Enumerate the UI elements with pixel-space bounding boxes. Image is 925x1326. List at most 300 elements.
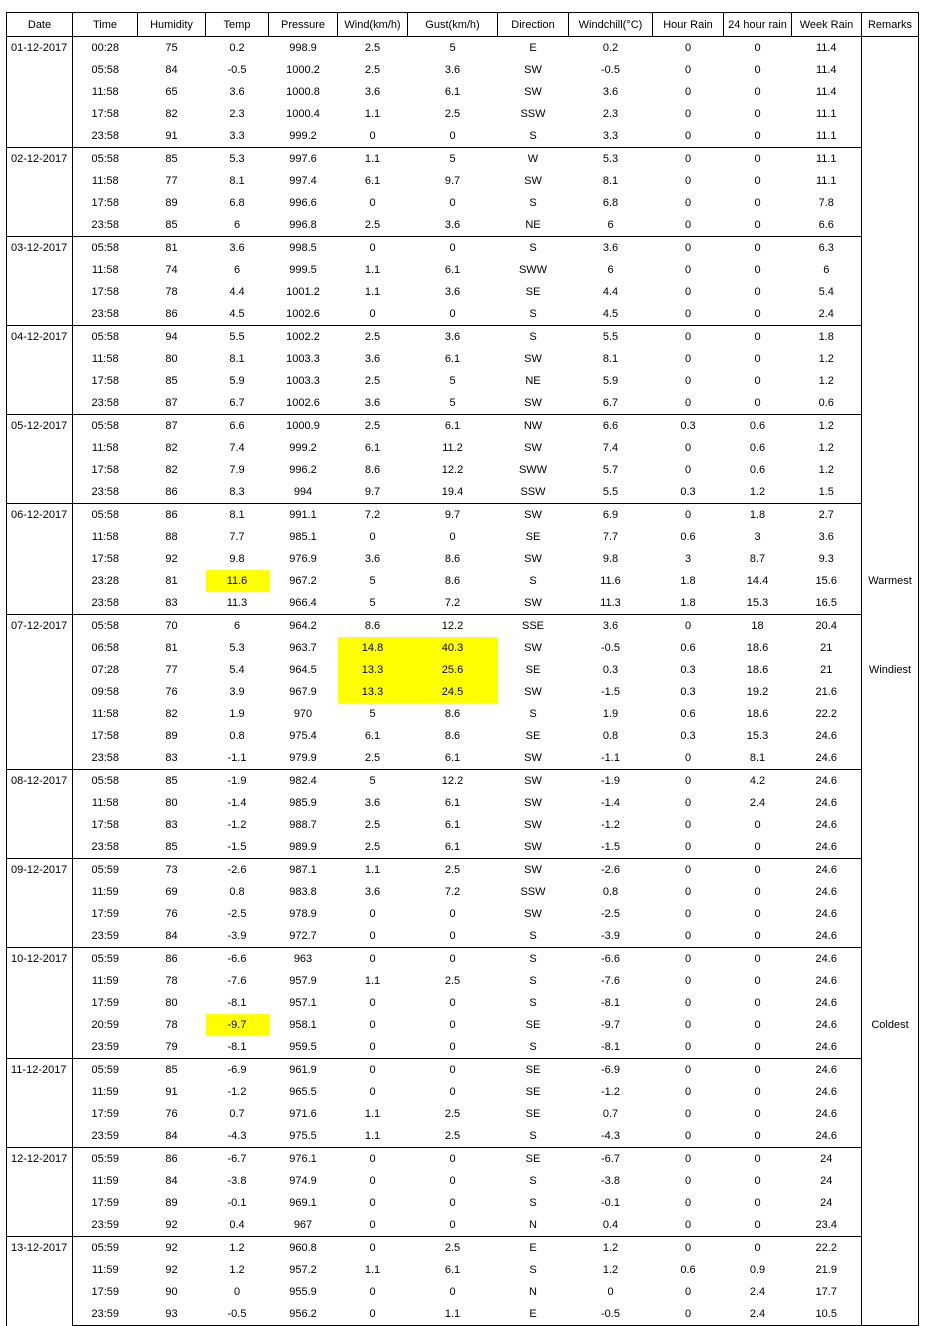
cell-time: 05:59 (73, 859, 138, 882)
cell-humidity: 86 (138, 504, 206, 527)
cell-wind: 5 (369, 708, 376, 720)
cell-time: 23:58 (73, 747, 138, 770)
cell-windchill: 4.4 (602, 286, 619, 298)
cell-direction: SE (525, 664, 541, 676)
table-row (7, 1103, 919, 1125)
cell-windchill: 7.4 (602, 442, 619, 454)
cell-week-rain: 11.1 (792, 125, 862, 148)
cell-week-rain: 11.4 (792, 37, 862, 60)
column-header-24h-rain: 24 hour rain (724, 13, 792, 37)
remark-cell (862, 970, 919, 992)
cell-time: 05:58 (73, 326, 138, 349)
cell-week-rain: 11.1 (792, 170, 862, 192)
cell-time: 23:58 (73, 303, 138, 326)
cell-rain-24h: 0 (754, 908, 761, 920)
table-row (7, 504, 919, 527)
cell-windchill: -2.6 (569, 859, 653, 882)
cell-hour-rain: 1.8 (653, 592, 724, 615)
cell-week-rain: 1.2 (792, 348, 862, 370)
cell-pressure: 998.9 (269, 37, 338, 60)
cell-week-rain: 23.4 (792, 1214, 862, 1237)
cell-wind: 2.5 (338, 214, 408, 237)
cell-humidity: 85 (138, 770, 206, 793)
cell-wind: 0 (369, 1086, 376, 1098)
cell-direction: SW (498, 747, 569, 770)
cell-hour-rain: 0 (684, 1175, 692, 1187)
cell-gust: 5 (449, 375, 456, 387)
cell-direction: S (498, 237, 569, 260)
cell-temp: 6.6 (206, 415, 269, 438)
remark-cell (862, 948, 919, 971)
cell-windchill: 8.1 (602, 353, 619, 365)
remark-cell (862, 703, 919, 725)
cell-week-rain: 24.6 (792, 970, 862, 992)
remark-cell (862, 1281, 919, 1303)
date-cell: 02-12-2017 (7, 148, 73, 237)
cell-pressure: 967.2 (289, 575, 317, 587)
cell-humidity: 85 (138, 836, 206, 859)
cell-rain-24h: 0 (754, 1175, 761, 1187)
cell-rain-24h: 0 (724, 1036, 792, 1059)
cell-week-rain: 16.5 (792, 592, 862, 615)
cell-wind: 13.3 (338, 659, 408, 681)
cell-temp: -1.2 (227, 819, 247, 831)
cell-humidity: 75 (138, 37, 206, 60)
cell-gust: 5 (408, 37, 498, 60)
cell-rain-24h: 1.8 (724, 504, 792, 527)
cell-week-rain: 24.6 (792, 1081, 862, 1103)
remark-cell (862, 125, 919, 148)
cell-temp: 6 (233, 264, 241, 276)
table-row (7, 859, 919, 882)
cell-pressure: 1002.6 (269, 392, 338, 415)
cell-rain-24h: 2.4 (724, 1303, 792, 1326)
cell-gust: 0 (408, 948, 498, 971)
cell-direction: SE (525, 1108, 541, 1120)
cell-time: 06:58 (91, 642, 120, 654)
cell-hour-rain: 0 (684, 819, 692, 831)
cell-wind: 0 (369, 997, 376, 1009)
cell-pressure: 1002.2 (269, 326, 338, 349)
cell-rain-24h: 0 (724, 37, 792, 60)
table-header (7, 13, 919, 37)
cell-direction: S (529, 997, 537, 1009)
cell-direction: SW (524, 175, 542, 187)
cell-week-rain: 24.6 (792, 948, 862, 971)
table-row (7, 1237, 919, 1260)
remark-cell (862, 1125, 919, 1148)
cell-temp: 3.6 (229, 86, 245, 98)
cell-pressure: 976.1 (269, 1148, 338, 1171)
table-row (7, 1036, 919, 1059)
cell-windchill: 0.2 (569, 37, 653, 60)
cell-humidity: 85 (138, 214, 206, 237)
cell-rain-24h: 0 (754, 197, 761, 209)
cell-wind: 0 (338, 1036, 408, 1059)
cell-temp: 1.2 (206, 1237, 269, 1260)
cell-temp: -1.1 (206, 747, 269, 770)
cell-time: 23:58 (73, 836, 138, 859)
cell-hour-rain: 0 (684, 64, 692, 76)
cell-time: 05:59 (73, 948, 138, 971)
cell-direction: SW (498, 392, 569, 415)
cell-pressure: 999.2 (289, 442, 317, 454)
table-row (7, 903, 919, 925)
table-row (7, 459, 919, 481)
cell-rain-24h: 0 (754, 375, 761, 387)
cell-humidity: 78 (165, 286, 178, 298)
cell-gust: 3.6 (408, 326, 498, 349)
cell-hour-rain: 0 (684, 464, 692, 476)
cell-temp: 7.7 (229, 531, 245, 543)
cell-time: 23:59 (73, 925, 138, 948)
cell-wind: 6.1 (364, 442, 381, 454)
table-row (7, 303, 919, 326)
cell-week-rain: 24.6 (792, 814, 862, 836)
cell-time: 11:59 (91, 886, 119, 898)
cell-hour-rain: 0 (653, 859, 724, 882)
cell-time: 11:59 (91, 975, 119, 987)
cell-time: 09:58 (91, 686, 120, 698)
table-row (7, 592, 919, 615)
cell-hour-rain: 0 (684, 86, 692, 98)
remark-cell (862, 548, 919, 570)
cell-humidity: 92 (138, 1237, 206, 1260)
cell-time: 17:59 (91, 1197, 120, 1209)
cell-windchill: -6.6 (569, 948, 653, 971)
table-row (7, 659, 919, 681)
cell-rain-24h: 0 (754, 264, 761, 276)
cell-rain-24h: 0 (754, 1086, 761, 1098)
cell-direction: S (529, 575, 537, 587)
cell-direction: S (529, 197, 537, 209)
cell-windchill: 1.2 (569, 1237, 653, 1260)
cell-gust: 6.1 (408, 747, 498, 770)
cell-gust: 1.1 (408, 1303, 498, 1326)
cell-windchill: 6.6 (569, 415, 653, 438)
cell-rain-24h: 0.6 (749, 464, 766, 476)
table-row (7, 1059, 919, 1082)
cell-pressure: 988.7 (289, 819, 317, 831)
cell-gust: 6.1 (444, 797, 461, 809)
cell-wind: 2.5 (364, 375, 381, 387)
cell-direction: SW (498, 504, 569, 527)
remark-cell (862, 192, 919, 214)
cell-rain-24h: 15.3 (746, 730, 769, 742)
cell-week-rain: 24.6 (792, 836, 862, 859)
column-header-direction: Direction (498, 13, 569, 37)
cell-windchill: 6.8 (602, 197, 619, 209)
cell-direction: SW (498, 859, 569, 882)
cell-pressure: 996.8 (269, 214, 338, 237)
cell-temp: -6.7 (206, 1148, 269, 1171)
cell-pressure: 978.9 (289, 908, 317, 920)
column-header-remarks: Remarks (862, 13, 919, 37)
cell-rain-24h: 0 (754, 108, 761, 120)
table-row (7, 326, 919, 349)
cell-pressure: 991.1 (269, 504, 338, 527)
cell-time: 05:59 (73, 1059, 138, 1082)
cell-rain-24h: 0 (754, 1197, 761, 1209)
cell-direction: S (498, 948, 569, 971)
cell-direction: SW (524, 553, 542, 565)
cell-direction: SE (525, 531, 541, 543)
cell-humidity: 84 (165, 64, 178, 76)
cell-hour-rain: 0 (684, 1108, 692, 1120)
remark-cell (862, 681, 919, 703)
cell-humidity: 79 (138, 1036, 206, 1059)
cell-windchill: -3.8 (601, 1175, 620, 1187)
remark-cell (862, 214, 919, 237)
cell-windchill: 8.1 (602, 175, 619, 187)
cell-humidity: 92 (165, 1264, 178, 1276)
cell-pressure: 969.1 (289, 1197, 317, 1209)
cell-direction: SSW (520, 108, 546, 120)
cell-direction: S (498, 125, 569, 148)
cell-wind: 0 (338, 1237, 408, 1260)
cell-hour-rain: 0 (653, 1303, 724, 1326)
cell-gust: 0 (449, 531, 456, 543)
cell-wind: 0 (338, 1214, 408, 1237)
cell-direction: SW (498, 836, 569, 859)
cell-rain-24h: 0 (754, 997, 761, 1009)
cell-humidity: 88 (165, 531, 178, 543)
remark-cell (862, 526, 919, 548)
cell-direction: S (498, 1036, 569, 1059)
remark-cell (862, 592, 919, 615)
cell-humidity: 86 (138, 481, 206, 504)
remark-cell: Warmest (862, 570, 919, 592)
cell-hour-rain: 3 (684, 553, 692, 565)
table-row (7, 725, 919, 747)
cell-gust: 9.7 (408, 504, 498, 527)
cell-hour-rain: 0 (653, 747, 724, 770)
table-row (7, 1192, 919, 1214)
cell-humidity: 74 (165, 264, 178, 276)
cell-pressure: 979.9 (269, 747, 338, 770)
date-cell: 03-12-2017 (7, 237, 73, 326)
cell-direction: SW (524, 64, 542, 76)
cell-time: 23:58 (73, 214, 138, 237)
cell-windchill: -1.5 (569, 836, 653, 859)
cell-pressure: 961.9 (269, 1059, 338, 1082)
cell-temp: 3.9 (229, 686, 245, 698)
cell-windchill: 0 (607, 1286, 614, 1298)
cell-wind: 3.6 (364, 553, 381, 565)
cell-week-rain: 11.4 (792, 59, 862, 81)
table-body (7, 37, 919, 1326)
cell-wind: 9.7 (338, 481, 408, 504)
remark-cell (862, 1170, 919, 1192)
cell-direction: W (498, 148, 569, 171)
cell-week-rain: 7.8 (792, 192, 862, 214)
cell-hour-rain: 0 (684, 442, 692, 454)
cell-gust: 0 (408, 1148, 498, 1171)
cell-time: 23:59 (73, 1036, 138, 1059)
cell-gust: 0 (408, 303, 498, 326)
cell-direction: SE (525, 1019, 541, 1031)
cell-pressure: 975.4 (289, 730, 317, 742)
cell-week-rain: 24.6 (792, 747, 862, 770)
cell-rain-24h: 0.9 (749, 1264, 766, 1276)
date-cell: 13-12-2017 (7, 1237, 73, 1326)
remark-cell (862, 859, 919, 882)
cell-windchill: 0.8 (602, 886, 619, 898)
cell-time: 11:58 (91, 353, 119, 365)
cell-windchill: 3.6 (602, 86, 619, 98)
cell-wind: 2.5 (364, 819, 381, 831)
cell-windchill: 6 (569, 214, 653, 237)
cell-temp: -1.2 (227, 1086, 247, 1098)
cell-time: 17:58 (91, 375, 120, 387)
cell-time: 00:28 (73, 37, 138, 60)
remark-cell (862, 903, 919, 925)
cell-gust: 7.2 (408, 592, 498, 615)
cell-time: 05:59 (73, 1237, 138, 1260)
cell-week-rain: 24.6 (792, 925, 862, 948)
cell-time: 11:58 (91, 86, 119, 98)
table-row (7, 148, 919, 171)
table-row (7, 370, 919, 392)
cell-week-rain: 24 (792, 1192, 862, 1214)
remark-cell (862, 770, 919, 793)
cell-temp: 3.6 (206, 237, 269, 260)
cell-wind: 1.1 (338, 148, 408, 171)
cell-gust: 8.6 (444, 730, 461, 742)
cell-gust: 9.7 (444, 175, 461, 187)
cell-rain-24h: 0 (724, 836, 792, 859)
cell-pressure: 1000.9 (269, 415, 338, 438)
cell-humidity: 83 (138, 747, 206, 770)
cell-hour-rain: 0 (684, 997, 692, 1009)
cell-hour-rain: 0 (653, 148, 724, 171)
cell-wind: 1.1 (364, 1108, 381, 1120)
cell-windchill: -1.4 (601, 797, 620, 809)
cell-hour-rain: 0.6 (680, 531, 696, 543)
cell-windchill: 3.6 (569, 615, 653, 638)
cell-wind: 0 (338, 237, 408, 260)
date-cell: 11-12-2017 (7, 1059, 73, 1148)
cell-gust: 0 (408, 1214, 498, 1237)
column-header-windchill: Windchill(°C) (569, 13, 653, 37)
cell-humidity: 86 (138, 303, 206, 326)
remark-cell (862, 237, 919, 260)
table-row (7, 170, 919, 192)
cell-temp: -6.6 (206, 948, 269, 971)
cell-pressure: 975.5 (269, 1125, 338, 1148)
cell-humidity: 87 (138, 415, 206, 438)
cell-humidity: 73 (138, 859, 206, 882)
table-row (7, 1303, 919, 1326)
cell-week-rain: 6.3 (792, 237, 862, 260)
cell-wind: 0 (369, 197, 376, 209)
cell-rain-24h: 0.6 (749, 442, 766, 454)
cell-temp: 1.9 (229, 708, 245, 720)
cell-windchill: 0.4 (569, 1214, 653, 1237)
cell-humidity: 77 (165, 664, 178, 676)
cell-windchill: 6.9 (569, 504, 653, 527)
table-row (7, 214, 919, 237)
cell-time: 23:28 (91, 575, 120, 587)
cell-time: 05:59 (73, 1148, 138, 1171)
cell-gust: 3.6 (444, 286, 461, 298)
remark-cell (862, 281, 919, 303)
cell-windchill: -9.7 (601, 1019, 620, 1031)
cell-pressure: 957.1 (289, 997, 317, 1009)
cell-wind: 1.1 (364, 108, 381, 120)
cell-humidity: 82 (165, 708, 178, 720)
cell-wind: 2.5 (338, 326, 408, 349)
cell-gust: 2.5 (408, 859, 498, 882)
cell-temp: -9.7 (206, 1014, 269, 1036)
cell-week-rain: 24.6 (792, 903, 862, 925)
cell-wind: 0 (338, 948, 408, 971)
cell-direction: SSW (498, 481, 569, 504)
cell-hour-rain: 0 (653, 770, 724, 793)
table-row (7, 747, 919, 770)
cell-rain-24h: 1.2 (724, 481, 792, 504)
remark-cell (862, 1059, 919, 1082)
cell-gust: 0 (449, 997, 456, 1009)
cell-humidity: 82 (165, 464, 178, 476)
cell-direction: S (529, 975, 537, 987)
cell-gust: 8.6 (444, 553, 461, 565)
cell-windchill: 2.3 (602, 108, 619, 120)
cell-windchill: 5.7 (602, 464, 619, 476)
remark-cell (862, 1303, 919, 1326)
date-cell: 05-12-2017 (7, 415, 73, 504)
remark-cell (862, 1192, 919, 1214)
cell-direction: S (529, 1175, 537, 1187)
cell-hour-rain: 0 (684, 886, 692, 898)
cell-week-rain: 21.9 (792, 1259, 862, 1281)
cell-time: 05:58 (73, 148, 138, 171)
remark-cell (862, 992, 919, 1014)
remark-cell (862, 814, 919, 836)
table-row (7, 925, 919, 948)
cell-direction: N (529, 1286, 537, 1298)
table-row (7, 415, 919, 438)
weather-log-table (6, 12, 919, 1326)
cell-week-rain: 11.4 (792, 81, 862, 103)
cell-hour-rain: 0.3 (653, 481, 724, 504)
cell-week-rain: 22.2 (792, 703, 862, 725)
cell-rain-24h: 0 (724, 392, 792, 415)
cell-wind: 0 (338, 303, 408, 326)
cell-windchill: 1.9 (602, 708, 619, 720)
cell-gust: 7.2 (444, 886, 461, 898)
column-header-humidity: Humidity (138, 13, 206, 37)
cell-time: 11:58 (91, 708, 119, 720)
remark-cell (862, 415, 919, 438)
cell-humidity: 70 (138, 615, 206, 638)
cell-windchill: -7.6 (601, 975, 620, 987)
table-row (7, 237, 919, 260)
cell-rain-24h: 0 (754, 64, 761, 76)
cell-pressure: 998.5 (269, 237, 338, 260)
cell-hour-rain: 0 (653, 37, 724, 60)
table-row (7, 1014, 919, 1036)
cell-humidity: 83 (138, 592, 206, 615)
cell-humidity: 90 (165, 1286, 178, 1298)
column-header-pressure: Pressure (269, 13, 338, 37)
table-row (7, 570, 919, 592)
cell-week-rain: 10.5 (792, 1303, 862, 1326)
cell-pressure: 994 (269, 481, 338, 504)
cell-hour-rain: 0 (653, 303, 724, 326)
cell-week-rain: 1.2 (792, 370, 862, 392)
cell-hour-rain: 0 (653, 1125, 724, 1148)
